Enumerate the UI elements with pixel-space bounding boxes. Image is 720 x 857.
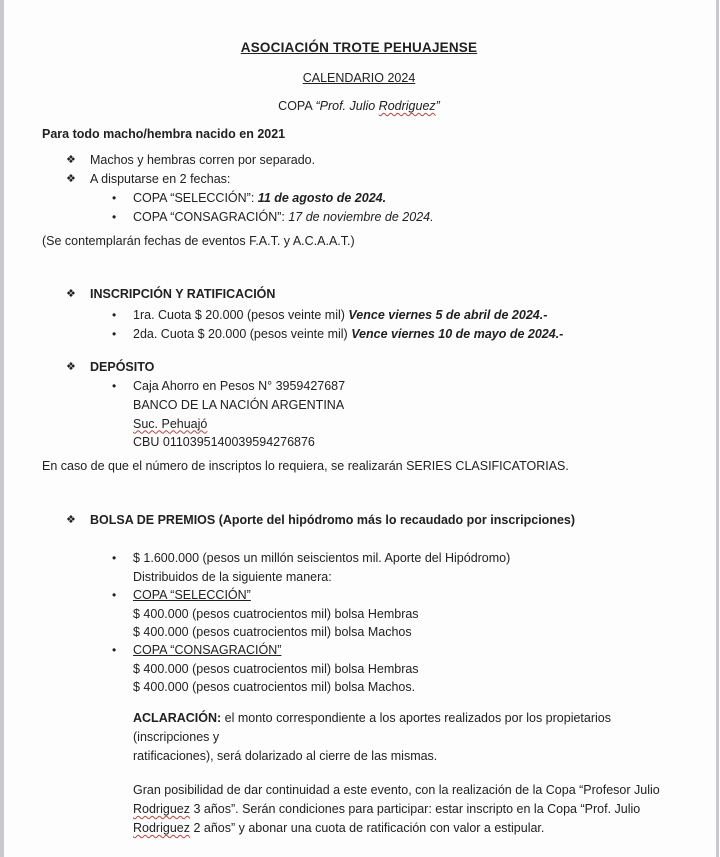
cuota-vencimiento: Vence viernes 10 de mayo de 2024.- xyxy=(351,327,564,341)
aclaracion-paragraph xyxy=(133,709,676,766)
list-item-cuota xyxy=(42,325,676,344)
list-item-fecha xyxy=(42,208,676,227)
fecha-date: 17 de noviembre de 2024. xyxy=(288,210,434,224)
premio-line: $ 400.000 (pesos cuatrocientos mil) bolsa Machos xyxy=(133,625,412,639)
closing-line: Gran posibilidad de dar continuidad a este evento, con la realización de la Copa “Profesor Julio xyxy=(133,783,660,797)
series-note: En caso de que el número de inscriptos lo requiera, se realizarán SERIES CLASIFICATORIAS. xyxy=(42,458,569,473)
bullet-icon: • xyxy=(112,308,117,322)
intro-line: Para todo macho/hembra nacido en 2021 xyxy=(42,127,286,141)
bullet-icon: • xyxy=(112,327,117,341)
fecha-text xyxy=(133,208,434,227)
premio-line: $ 400.000 (pesos cuatrocientos mil) bolsa Hembras xyxy=(133,662,419,676)
diamond-bullet-icon: ❖ xyxy=(66,288,76,300)
bolsa-distribucion-line: Distribuidos de la siguiente manera: xyxy=(133,569,332,584)
bullet-icon: • xyxy=(112,379,117,393)
copa-prefix: COPA xyxy=(278,99,316,113)
closing-line xyxy=(133,819,676,838)
diamond-bullet-icon: ❖ xyxy=(66,513,76,526)
section-deposito-heading xyxy=(42,358,676,377)
surname-misspelled: Rodriguez xyxy=(133,821,190,835)
list-item-general xyxy=(42,170,676,189)
bullet-icon: • xyxy=(112,191,117,205)
section-heading-text: DEPÓSITO xyxy=(90,360,155,374)
bullet-icon: • xyxy=(112,588,117,602)
sucursal-misspelled: Suc. Pehuajó xyxy=(133,416,208,431)
bullet-icon: • xyxy=(112,550,117,565)
deposito-cuenta-line xyxy=(42,377,676,396)
deposito-sucursal-line xyxy=(133,415,676,434)
document-content xyxy=(42,40,676,838)
premio-line: $ 400.000 (pesos cuatrocientos mil) bolsa Hembras xyxy=(133,607,419,621)
section-inscripcion-heading xyxy=(42,285,676,304)
diamond-bullet-icon: ❖ xyxy=(66,154,76,166)
fecha-text xyxy=(133,189,386,208)
copa-surname-misspelled: Rodriguez xyxy=(378,99,436,113)
list-item-text: A disputarse en 2 fechas: xyxy=(90,172,231,186)
aporte-text: $ 1.600.000 (pesos un millón seiscientos mil. Aporte del Hipódromo) xyxy=(133,550,511,565)
bullet-icon: • xyxy=(112,210,117,224)
page-right-edge xyxy=(716,0,719,857)
fecha-label: COPA “CONSAGRACIÓN”: xyxy=(133,210,289,224)
list-item-cuota xyxy=(42,306,676,325)
section-bolsa-heading xyxy=(42,511,676,530)
closing-text: 2 años” y abonar una cuota de ratificación con valor a estipular. xyxy=(189,821,545,835)
list-item-text: Machos y hembras corren por separado. xyxy=(90,153,316,167)
page-left-edge xyxy=(0,0,4,857)
cuenta-numero: Caja Ahorro en Pesos N° 3959427687 xyxy=(133,379,346,393)
copa-title xyxy=(42,99,676,114)
bolsa-aporte-line xyxy=(42,549,676,568)
doc-subtitle: CALENDARIO 2024 xyxy=(302,71,416,85)
diamond-bullet-icon: ❖ xyxy=(66,361,76,373)
deposito-banco-line: BANCO DE LA NACIÓN ARGENTINA xyxy=(133,398,345,412)
aclaracion-label: ACLARACIÓN: xyxy=(133,711,222,725)
surname-misspelled: Rodriguez xyxy=(133,802,190,816)
aclaracion-line: ratificaciones), será dolarizado al cierre de las mismas. xyxy=(133,749,438,763)
diamond-bullet-icon: ❖ xyxy=(66,173,76,185)
copa-quoted-name: “Prof. Julio xyxy=(315,99,379,113)
section-heading-text: INSCRIPCIÓN Y RATIFICACIÓN xyxy=(90,287,276,301)
cuota-detail: 1ra. Cuota $ 20.000 (pesos veinte mil) xyxy=(133,308,349,322)
list-item-fecha xyxy=(42,189,676,208)
eventos-note: (Se contemplarán fechas de eventos F.A.T. y A.C.A.A.T.) xyxy=(42,234,355,248)
cuota-text xyxy=(133,325,563,344)
section-heading-text: BOLSA DE PREMIOS (Aporte del hipódromo más lo recaudado por inscripciones) xyxy=(90,512,576,527)
copa-name: COPA “CONSAGRACIÓN” xyxy=(133,643,282,657)
cuota-text xyxy=(133,306,547,325)
copa-quote-close: ” xyxy=(435,99,440,113)
doc-title: ASOCIACIÓN TROTE PEHUAJENSE xyxy=(240,40,478,55)
closing-text: 3 años”. Serán condiciones para participar: estar inscripto en la Copa “Prof. Julio xyxy=(189,802,641,816)
fecha-label: COPA “SELECCIÓN”: xyxy=(133,191,258,205)
cuota-vencimiento: Vence viernes 5 de abril de 2024.- xyxy=(348,308,548,322)
aclaracion-text: el monto correspondiente a los aportes realizados por los propietarios (inscripciones y xyxy=(133,711,611,744)
copa-consagracion-line xyxy=(42,641,676,660)
copa-seleccion-line xyxy=(42,586,676,605)
aclaracion-line xyxy=(133,709,676,747)
closing-paragraph xyxy=(133,781,676,838)
premio-line: $ 400.000 (pesos cuatrocientos mil) bolsa Machos. xyxy=(133,680,416,694)
copa-name: COPA “SELECCIÓN” xyxy=(133,588,251,602)
bullet-icon: • xyxy=(112,643,117,657)
list-item-general xyxy=(42,151,676,170)
deposito-cbu-line: CBU 0110395140039594276876 xyxy=(133,435,315,449)
closing-line xyxy=(133,800,676,819)
fecha-date: 11 de agosto de 2024. xyxy=(257,191,387,205)
cuota-detail: 2da. Cuota $ 20.000 (pesos veinte mil) xyxy=(133,327,352,341)
